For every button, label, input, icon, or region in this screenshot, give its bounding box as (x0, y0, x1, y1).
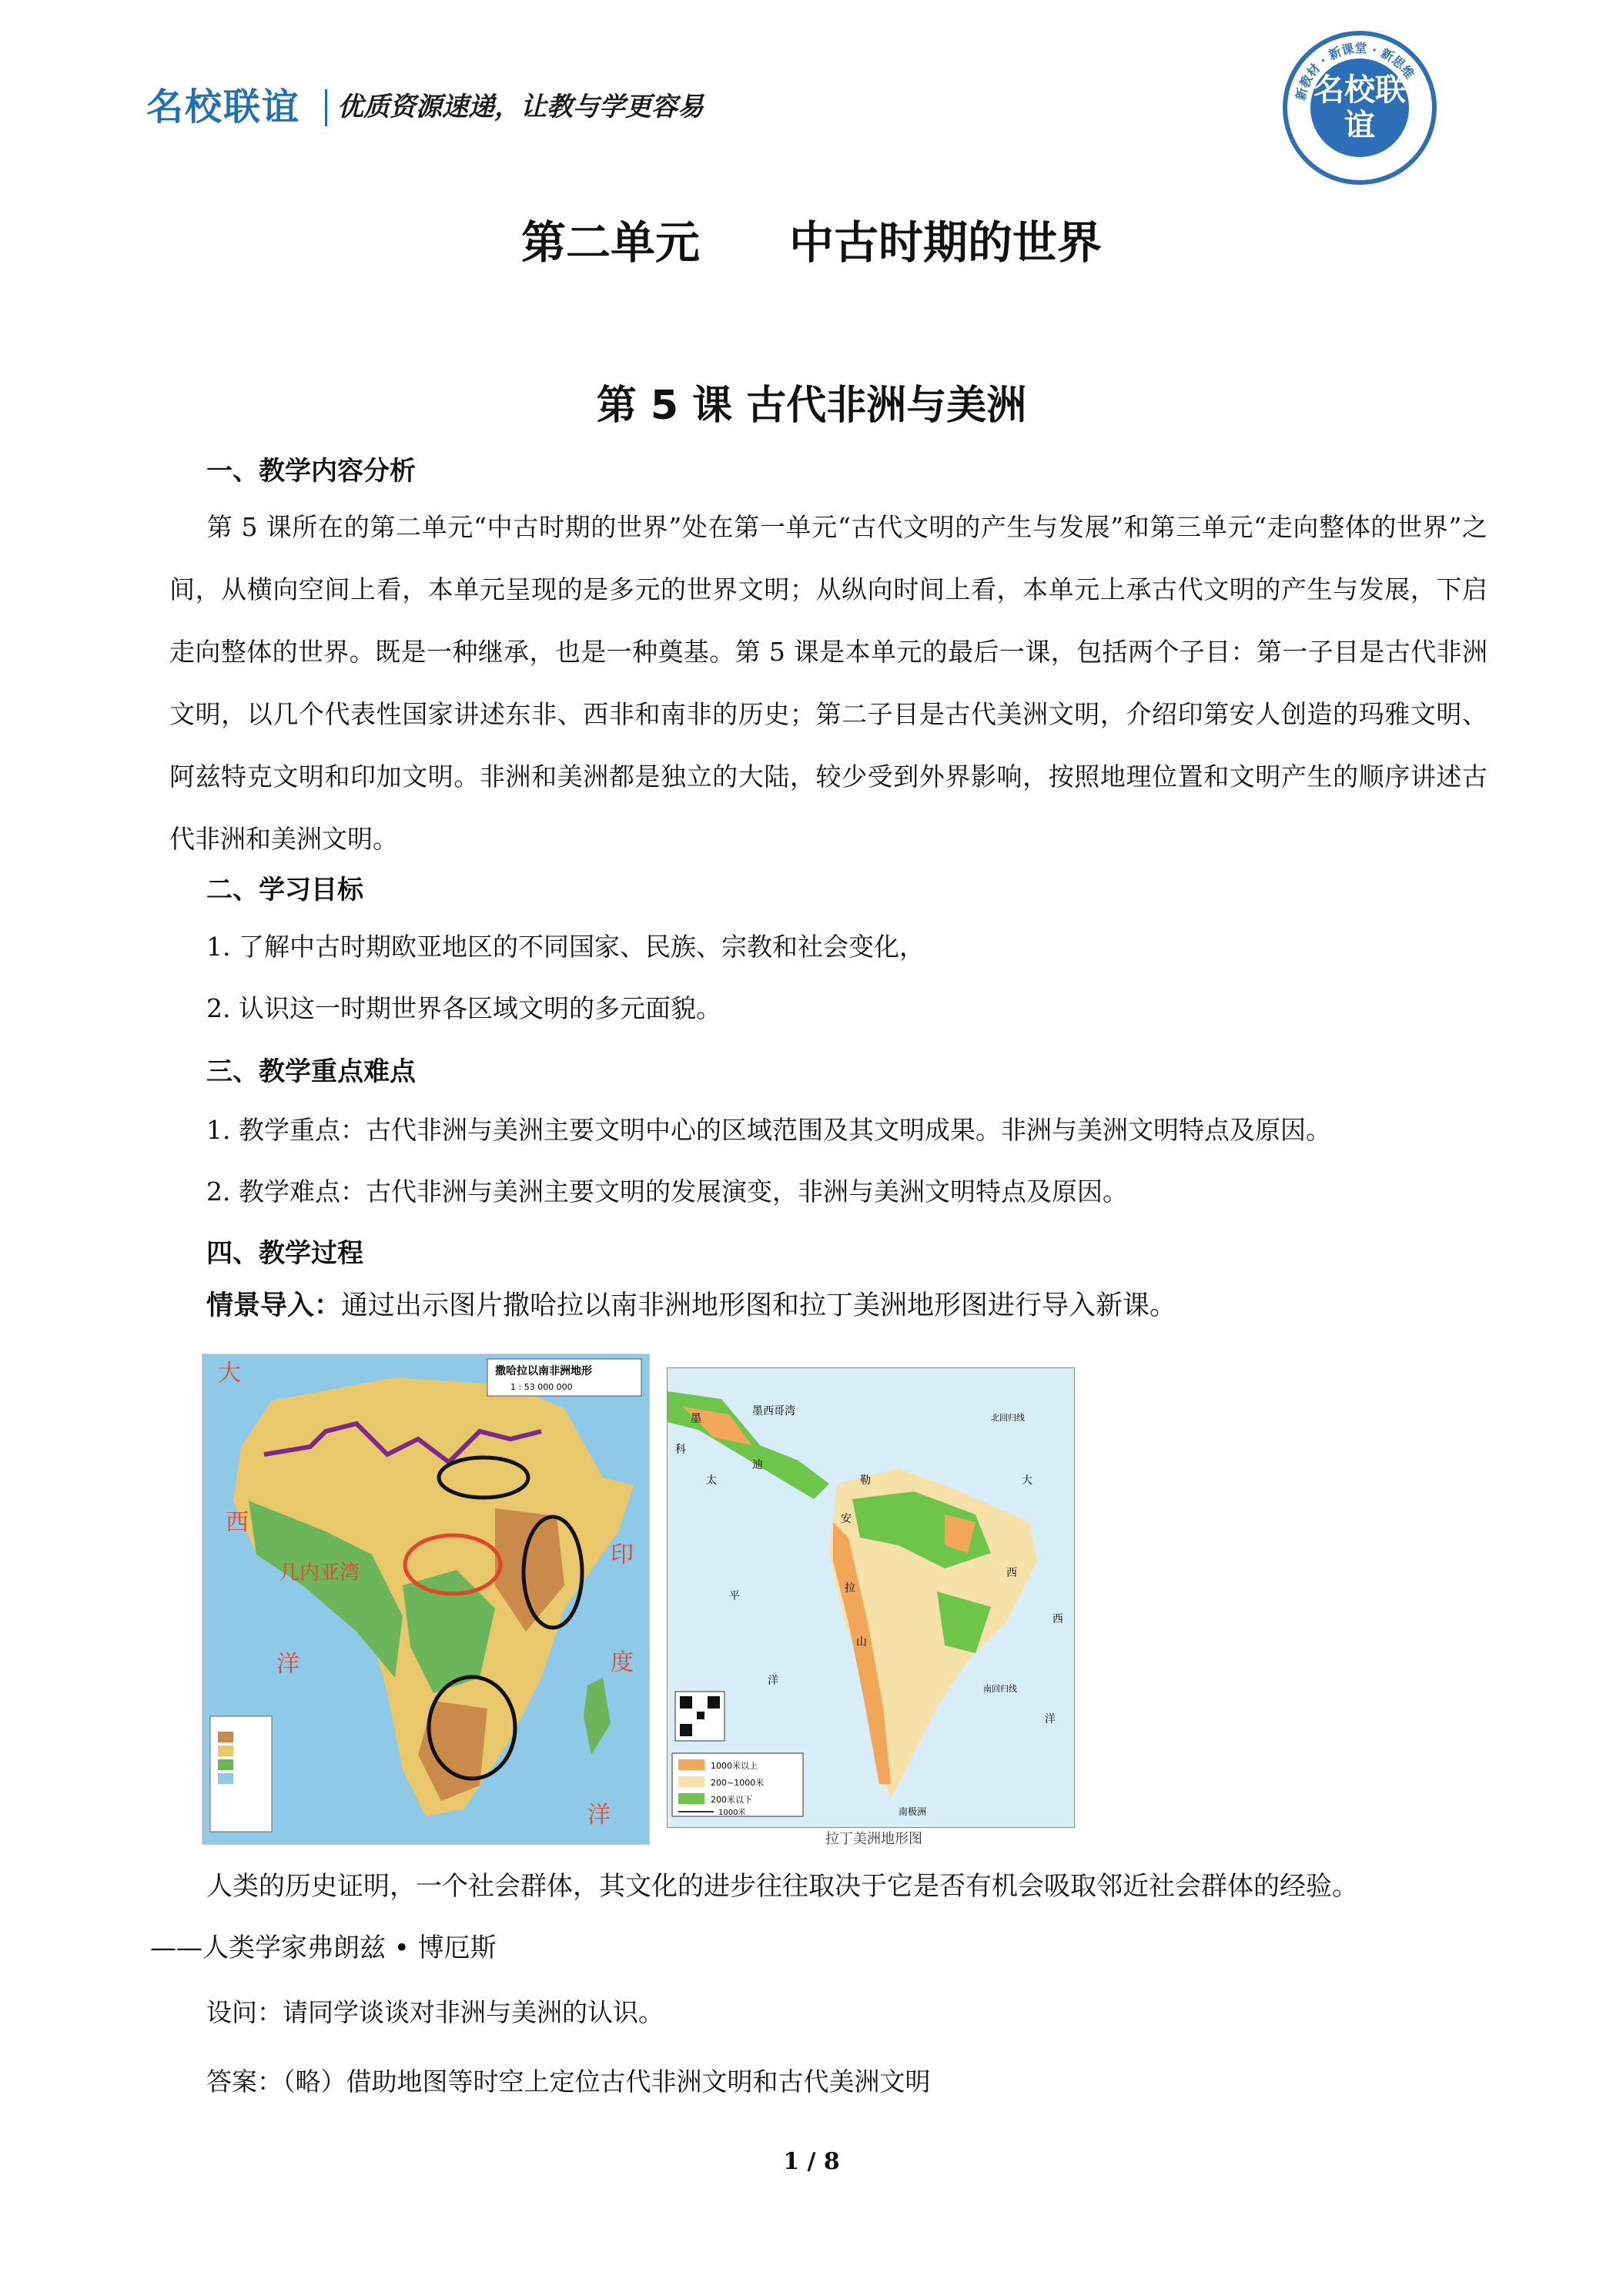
objective-item-1: 1. 了解中古时期欧亚地区的不同国家、民族、宗教和社会变化， (206, 932, 925, 962)
america-label-gulf: 墨西哥湾 (752, 1405, 795, 1417)
lesson-title: 第 5 课 古代非洲与美洲 (596, 383, 1027, 429)
america-label-yang: 洋 (768, 1675, 778, 1687)
america-map-scale: 1000米 (718, 1809, 746, 1817)
svg-text:新教材 · 新课堂 · 新思维: 新教材 · 新课堂 · 新思维 (1293, 40, 1417, 102)
america-label-da: 大 (1022, 1474, 1032, 1487)
legend-high: 1000米以上 (711, 1761, 758, 1771)
answer-line: 答案：（略）借助地图等时空上定位古代非洲文明和古代美洲文明 (206, 2067, 931, 2097)
america-label-le: 勒 (860, 1474, 871, 1487)
africa-label-yang: 洋 (587, 1802, 611, 1829)
america-label-yang2: 洋 (1045, 1713, 1056, 1725)
difficulty-item: 2. 教学难点：古代非洲与美洲主要文明的发展演变，非洲与美洲文明特点及原因。 (206, 1176, 1128, 1207)
brand-slogan: 优质资源速递，让教与学更容易 (337, 92, 704, 122)
america-label-xi: 西 (1052, 1613, 1063, 1625)
legend-mid: 200~1000米 (711, 1778, 765, 1788)
africa-label-da: 大 (218, 1360, 241, 1387)
section-heading-key-points: 三、教学重点难点 (206, 1056, 416, 1087)
america-label-antarctic: 南极洲 (899, 1806, 927, 1817)
america-label-la: 拉 (845, 1582, 855, 1595)
section-heading-objectives: 二、学习目标 (206, 875, 363, 905)
africa-label-ocean-west: 洋 (276, 1651, 300, 1678)
question-line: 设问：请同学谈谈对非洲与美洲的认识。 (206, 1997, 664, 2027)
content-analysis-text: 第 5 课所在的第二单元“中古时期的世界”处在第一单元“古代文明的产生与发展”和第三单元“走向整体的世界”之间，从横向空间上看，本单元呈现的是多元的世界文明；从纵向时间上看，本单元上承古代文明的产生与发展，下启走向整体的世界。既是一种继承，也是一种奠基。第 5 课是本单元的最后一课，包括两个子目：第一子目是古代非洲文明，以几个代表性国家讲述东非、西非和南非的历史；第二子目是古代美洲文明，介绍印第安人创造的玛雅文明、阿兹特克文明和印加文明。非洲和美洲都是独立的大陆，较少受到外界影响，按照地理位置和文明产生的顺序讲述古代非洲和美洲文明。 (169, 512, 1487, 854)
header-divider (325, 89, 327, 126)
intro-line (206, 1275, 1481, 1337)
quote-source: ——人类学家弗朗兹 • 博厄斯 (150, 1933, 497, 1963)
america-label-tai: 太 (706, 1474, 717, 1487)
intro-text: 通过出示图片撒哈拉以南非洲地形图和拉丁美洲地形图进行导入新课。 (341, 1290, 1177, 1321)
africa-label-yin: 印 (611, 1541, 634, 1568)
africa-map-title: 撒哈拉以南非洲地形 (495, 1365, 592, 1377)
brand-logo: 名校联谊 (146, 85, 301, 129)
school-seal (1283, 31, 1437, 185)
content-analysis-paragraph (169, 496, 1487, 870)
america-label-south-tropic: 南回归线 (983, 1684, 1017, 1694)
africa-map-scale: 1 : 53 000 000 (510, 1382, 573, 1392)
america-label-di: 迪 (752, 1459, 763, 1471)
seal-center-text: 名校联谊 (1310, 59, 1409, 157)
africa-label-west: 西 (226, 1509, 249, 1536)
page-number: 1 / 8 (783, 2148, 840, 2175)
latin-america-map-caption: 拉丁美洲地形图 (825, 1831, 922, 1847)
africa-label-du: 度 (611, 1649, 634, 1676)
legend-low: 200米以下 (711, 1795, 752, 1805)
america-label-ping: 平 (729, 1590, 740, 1602)
america-label-north-tropic: 北回归线 (991, 1413, 1025, 1423)
latin-america-terrain-map (667, 1367, 1075, 1828)
page-header (146, 80, 1301, 134)
objective-item-2: 2. 认识这一时期世界各区域文明的多元面貌。 (206, 993, 721, 1023)
america-label-an: 安 (841, 1513, 852, 1525)
intro-label: 情景导入： (206, 1290, 342, 1321)
america-label-ke: 科 (675, 1444, 686, 1456)
boas-quote: 人类的历史证明，一个社会群体，其文化的进步往往取决于它是否有机会吸取邻近社会群体的经验。 (206, 1871, 1358, 1902)
america-label-shan: 山 (856, 1636, 867, 1648)
key-point-item: 1. 教学重点：古代非洲与美洲主要文明中心的区域范围及其文明成果。非洲与美洲文明特点及原因。 (206, 1115, 1331, 1145)
africa-label-gulf: 几内亚湾 (279, 1561, 360, 1585)
america-label-mex: 墨 (691, 1413, 701, 1425)
section-heading-content-analysis: 一、教学内容分析 (206, 456, 416, 487)
unit-title: 第二单元 中古时期的世界 (520, 216, 1102, 269)
america-label-xi2: 西 (1006, 1567, 1017, 1579)
africa-terrain-map (202, 1354, 650, 1845)
section-heading-process: 四、教学过程 (206, 1238, 363, 1269)
